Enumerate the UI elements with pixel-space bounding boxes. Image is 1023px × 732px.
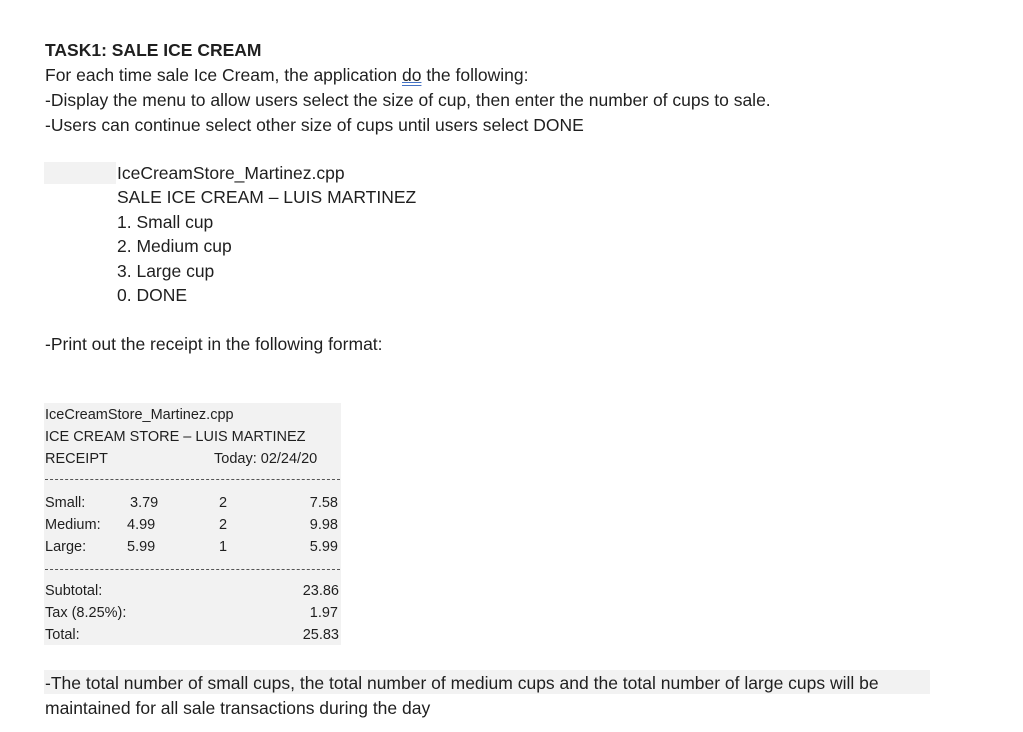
task-intro-start: For each time sale Ice Cream, the application: [45, 65, 402, 85]
receipt-row-medium-amount: 9.98: [309, 517, 338, 533]
receipt-divider-top: [45, 479, 340, 480]
receipt-store-name: ICE CREAM STORE – LUIS MARTINEZ: [45, 429, 306, 445]
receipt-filename: IceCreamStore_Martinez.cpp: [45, 407, 234, 423]
receipt-divider-bottom: [45, 569, 340, 570]
task-point-2: -Users can continue select other size of cups until users select DONE: [45, 115, 584, 135]
receipt-tax-label: Tax (8.25%):: [45, 605, 127, 621]
menu-item-medium: 2. Medium cup: [117, 236, 232, 256]
receipt-subtotal-label: Subtotal:: [45, 583, 103, 599]
final-note-line-1: -The total number of small cups, the total number of medium cups and the total number of large cups will be: [45, 673, 879, 693]
receipt-intro: -Print out the receipt in the following format:: [45, 334, 383, 354]
receipt-tax-value: 1.97: [309, 605, 338, 621]
receipt-row-large-name: Large:: [45, 539, 87, 555]
receipt-row-large-qty: 1: [218, 539, 228, 555]
receipt-row-large-amount: 5.99: [309, 539, 338, 555]
menu-shading: [44, 162, 116, 184]
task-point-1: -Display the menu to allow users select the size of cup, then enter the number of cups to sale.: [45, 90, 771, 110]
receipt-row-medium-price: 4.99: [127, 517, 156, 533]
menu-item-small: 1. Small cup: [117, 212, 214, 232]
receipt-row-small-qty: 2: [218, 495, 228, 511]
task-intro-underlined-word: do: [401, 65, 422, 85]
menu-filename: IceCreamStore_Martinez.cpp: [117, 163, 345, 183]
receipt-row-small-price: 3.79: [130, 495, 159, 511]
receipt-row-medium-qty: 2: [218, 517, 228, 533]
receipt-date: Today: 02/24/20: [214, 451, 318, 467]
receipt-row-medium-name: Medium:: [45, 517, 101, 533]
task-title: TASK1: SALE ICE CREAM: [45, 40, 262, 60]
task-intro-end: the following:: [421, 65, 529, 85]
menu-item-done: 0. DONE: [117, 285, 188, 305]
final-note-line-2: maintained for all sale transactions during the day: [45, 698, 431, 718]
receipt-total-label: Total:: [45, 627, 80, 643]
receipt-subtotal-value: 23.86: [302, 583, 339, 599]
receipt-row-small-name: Small:: [45, 495, 86, 511]
menu-header: SALE ICE CREAM – LUIS MARTINEZ: [117, 187, 417, 207]
menu-item-large: 3. Large cup: [117, 261, 215, 281]
task-intro: [45, 64, 528, 86]
receipt-row-large-price: 5.99: [127, 539, 156, 555]
receipt-label: RECEIPT: [45, 451, 108, 467]
receipt-row-small-amount: 7.58: [309, 495, 338, 511]
receipt-total-value: 25.83: [302, 627, 339, 643]
